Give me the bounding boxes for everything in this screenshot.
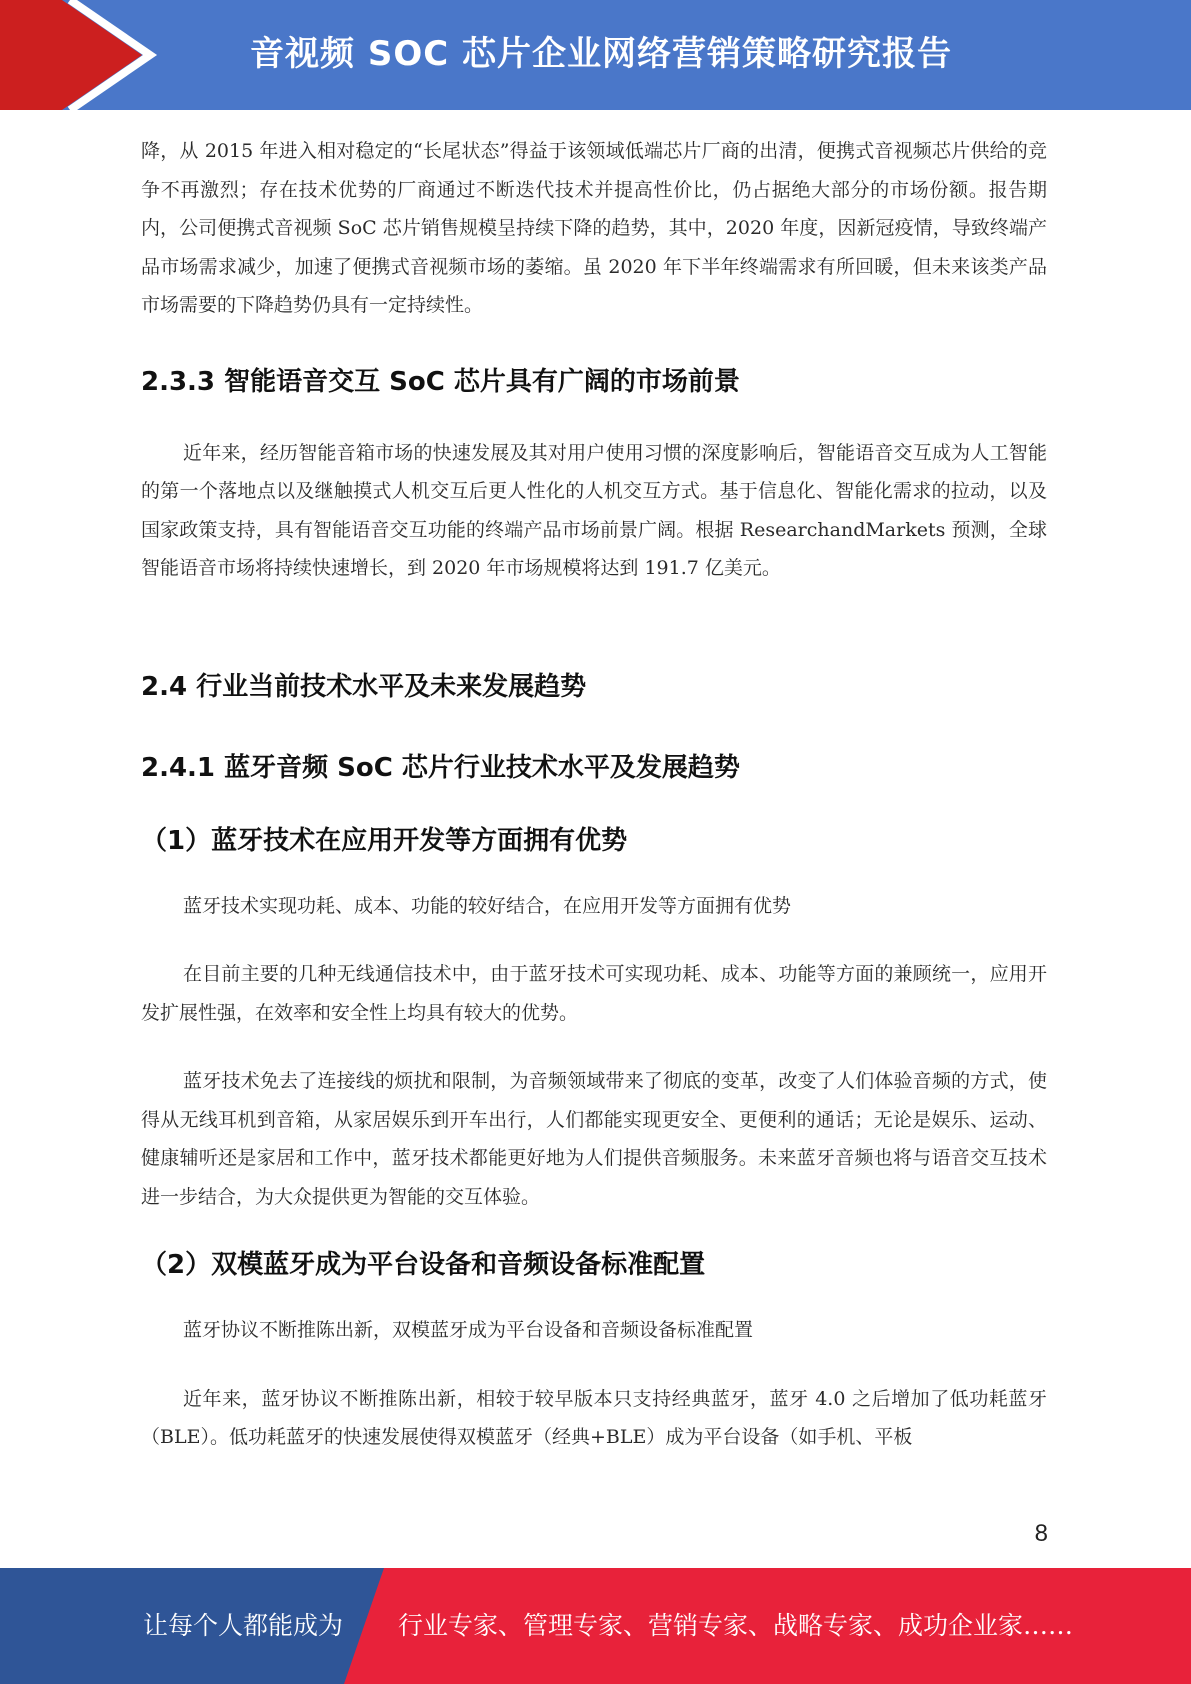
document-body [141, 132, 1047, 1457]
report-title: 音视频 SOC 芯片企业网络营销策略研究报告 [250, 34, 953, 74]
paragraph-intro: 降，从 2015 年进入相对稳定的“长尾状态”得益于该领域低端芯片厂商的出清，便携式音视频芯片供给的竞争不再激烈；存在技术优势的厂商通过不断迭代技术并提高性价比，仍占据绝大部分的市场份额。报告期内，公司便携式音视频 SoC 芯片销售规模呈持续下降的趋势，其中，2020 年度，因新冠疫情，导致终端产品市场需求减少，加速了便携式音视频市场的萎缩。虽 2020 年下半年终端需求有所回暖，但未来该类产品市场需要的下降趋势仍具有一定持续性。 [141, 140, 1047, 316]
paragraph-2-3-3: 近年来，经历智能音箱市场的快速发展及其对用户使用习惯的深度影响后，智能语音交互成为人工智能的第一个落地点以及继触摸式人机交互后更人性化的人机交互方式。基于信息化、智能化需求的拉动，以及国家政策支持，具有智能语音交互功能的终端产品市场前景广阔。根据 ResearchandMarkets 预测，全球智能语音市场将持续快速增长，到 2020 年市场规模将达到 191.7 亿美元。 [141, 441, 1047, 579]
paragraph-1c: 蓝牙技术免去了连接线的烦扰和限制，为音频领域带来了彻底的变革，改变了人们体验音频的方式，使得从无线耳机到音箱，从家居娱乐到开车出行，人们都能实现更安全、更便利的通话；无论是娱乐、运动、健康辅听还是家居和工作中，蓝牙技术都能更好地为人们提供音频服务。未来蓝牙音频也将与语音交互技术进一步结合，为大众提供更为智能的交互体验。 [141, 1070, 1047, 1208]
paragraph-1a: 蓝牙技术实现功耗、成本、功能的较好结合，在应用开发等方面拥有优势 [183, 894, 792, 917]
page-number: 8 [1034, 1520, 1048, 1547]
footer-slogan-right: 行业专家、管理专家、营销专家、战略专家、成功企业家…… [398, 1611, 1074, 1640]
paragraph-1b: 在目前主要的几种无线通信技术中，由于蓝牙技术可实现功耗、成本、功能等方面的兼顾统一，应用开发扩展性强，在效率和安全性上均具有较大的优势。 [141, 963, 1047, 1024]
heading-2-4: 2.4 行业当前技术水平及未来发展趋势 [141, 671, 587, 702]
heading-2-dual-mode: （2）双模蓝牙成为平台设备和音频设备标准配置 [141, 1250, 706, 1280]
footer-slogan-left: 让每个人都能成为 [143, 1611, 344, 1640]
paragraph-2b: 近年来，蓝牙协议不断推陈出新，相较于较早版本只支持经典蓝牙，蓝牙 4.0 之后增加了低功耗蓝牙（BLE）。低功耗蓝牙的快速发展使得双模蓝牙（经典+BLE）成为平台设备（如手机、平板 [141, 1387, 1047, 1448]
heading-2-4-1: 2.4.1 蓝牙音频 SoC 芯片行业技术水平及发展趋势 [141, 752, 740, 783]
page-header [0, 0, 1191, 110]
paragraph-2a: 蓝牙协议不断推陈出新，双模蓝牙成为平台设备和音频设备标准配置 [183, 1319, 754, 1341]
heading-2-3-3: 2.3.3 智能语音交互 SoC 芯片具有广阔的市场前景 [141, 366, 740, 397]
heading-1-bluetooth-advantage: （1）蓝牙技术在应用开发等方面拥有优势 [141, 825, 628, 856]
header-arrow-icon [0, 0, 160, 110]
page-footer [0, 1568, 1191, 1684]
